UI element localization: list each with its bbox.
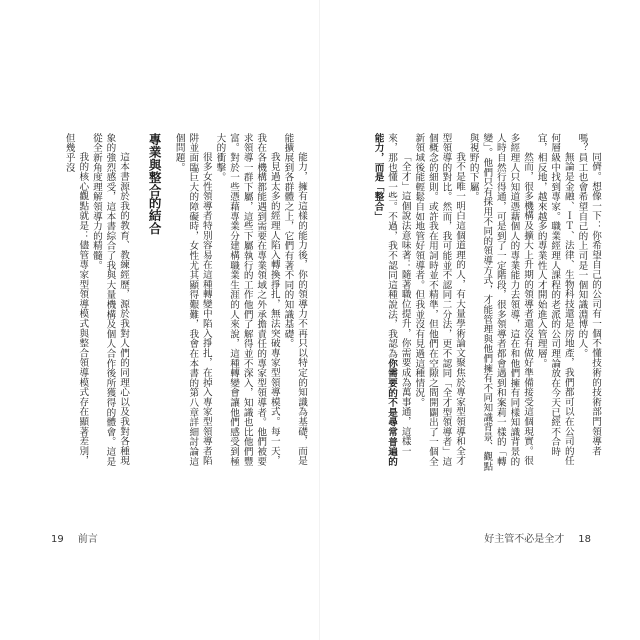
page-number: 18 bbox=[578, 534, 591, 545]
body-paragraph: 這本書源於我的教育、教練經歷，源於我對人們的同理心以及我對各種現象的強烈感受，這本書綜合了我與大量機構及個人合作後所獲得的體會。這是從全新角度理解領導力的精髓。 bbox=[90, 133, 130, 467]
running-head: 好主管不必是全才 bbox=[484, 534, 565, 545]
left-page-body bbox=[63, 133, 308, 473]
body-paragraph bbox=[371, 133, 412, 473]
body-paragraph: 無論是金融、ＩＴ、法律、生物科技還是房地產，我們都可以在公司的任何層級中找到專家。職業經理人課程的老派的公司理論放在今天已經不合時宜，相反地，越來越多的專業性人才開始進入管理層。 bbox=[535, 133, 574, 466]
body-paragraph: 我見過太多的經理人陷入轉換掙扎，無法突破專家型領導模式。每一天，我在各機構都能遇到需要在專業領域之外承擔責任的專家型領導者。他們被要求領導一群下屬，這些下屬執行的工作他們了解得並不深入，知識也比他們豐富。對於一些憑藉專業分建構職業生涯的人來說，這種轉變會讓他們感受到極大的衝擊。 bbox=[214, 133, 280, 467]
page-number: 19 bbox=[51, 534, 64, 545]
body-text: 「全才」這個說法意味著：隨著職位提升，你需要成為萬事通，這樣一來，那也懂一些。不過，我不認同這種說法，我認為 bbox=[386, 133, 411, 456]
body-paragraph: 同儕。想像一下：你希望自己的公司有一個不懂技術的技術部門領導者嗎？員工也會希望自己的上司是一個知識淵博的人。 bbox=[576, 133, 601, 456]
section-heading: 專業與整合的結合 bbox=[147, 133, 163, 235]
right-page bbox=[320, 0, 640, 640]
body-paragraph: 我的核心觀點就是：儘管專家型領導模式與整合領導模式存在顯著差別，但幾乎沒 bbox=[63, 133, 89, 466]
right-page-body bbox=[372, 133, 602, 473]
body-paragraph: 我不是唯一明白這個道理的人，有大量學術論文聚焦於專家型領導和全才型領導的對比。然而，我可能並不認同二分法，更不認同「全才型領導者」這個概念的細則。或許我在用詞時並不精準，但他們在空隙之間開闢出了一個全新領域後能輕鬆自如地管好領導者。但我並沒有見過這種情況。 bbox=[413, 133, 466, 467]
emphasized-text: 你需要的不是尋常普遍的能力，而是「整合」 bbox=[372, 133, 398, 467]
body-paragraph: 能力，擁有這樣的能力後，你的領導力不再只以特定的知識為基礎，而是能擴展到各群體之上，它們有著不同的知識基礎。 bbox=[282, 133, 307, 466]
body-paragraph: 然而，很多機構及擴大上升期的領導者還沒有做好準備接受這個現實。很多經理人只知道憑藉個人的專業能力去領導，這在和他們擁有同樣知識背景的人時自然行得通，可是到了一定階段，很多領導者都會遇到和案莉一樣的「轉變」。他們只有採用不同的領導方式，才能管理與他們擁有不同知識背景、觀點與視野的下屬。 bbox=[467, 133, 534, 472]
left-page-footer bbox=[51, 530, 98, 545]
right-page-footer bbox=[484, 530, 591, 545]
body-paragraph: 很多女性領導者特別容易在這種轉變中陷入掙扎，在掉入專家型領導者陷阱並面臨巨大的障礙時，女性尤其顯得艱難，我會在本書的第八章詳細討論這個問題。 bbox=[173, 133, 212, 467]
running-head: 前言 bbox=[77, 534, 98, 545]
